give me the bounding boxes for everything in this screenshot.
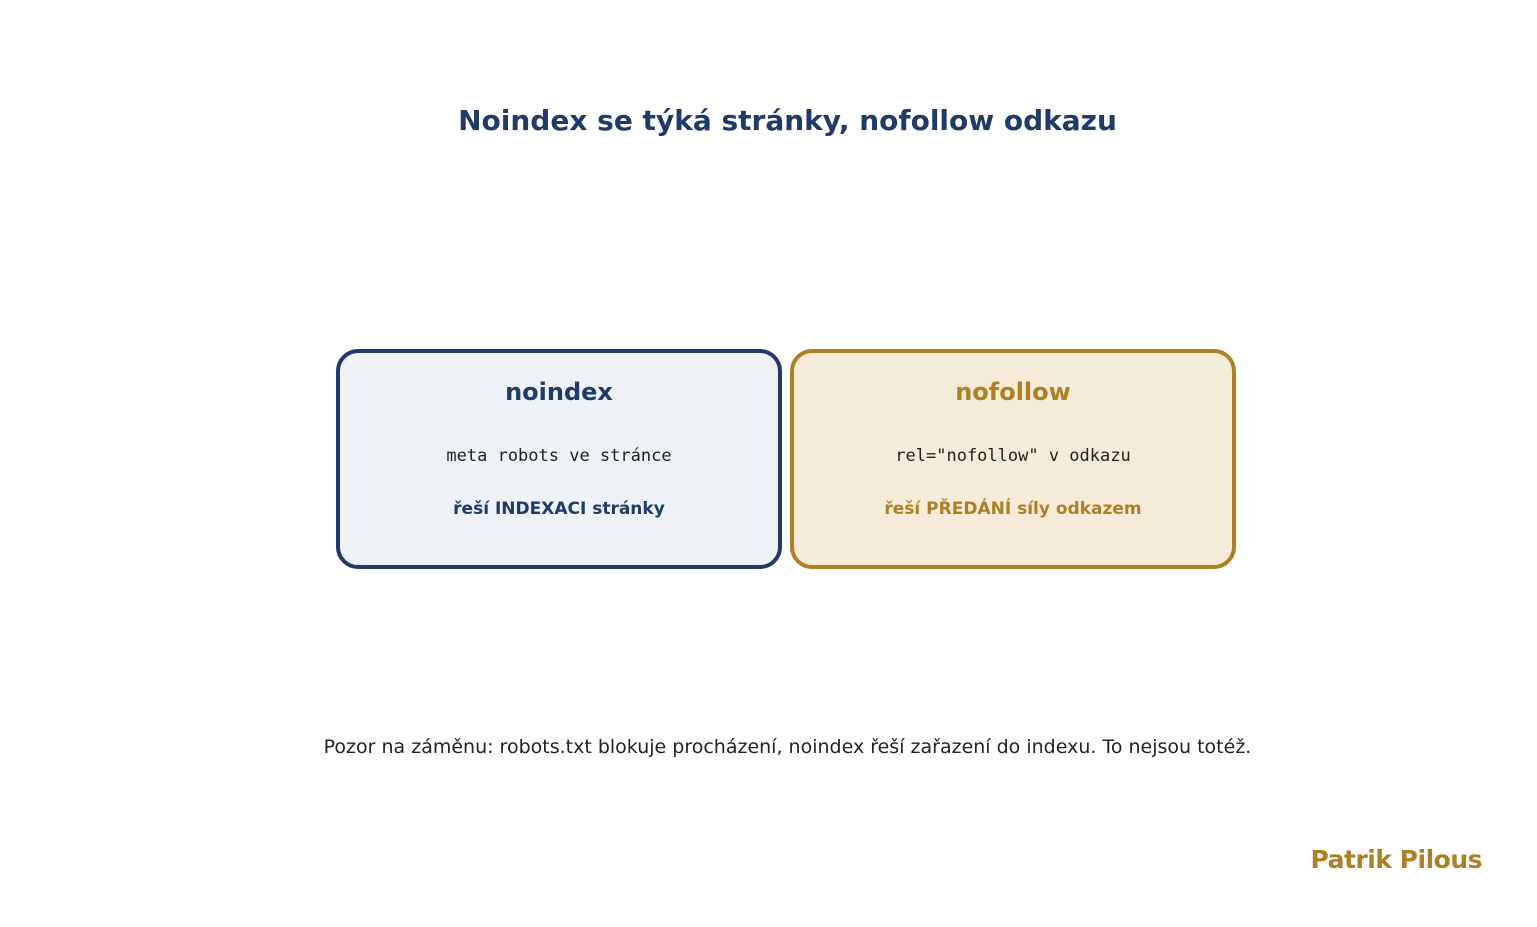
nofollow-card-heading: nofollow — [955, 378, 1071, 406]
noindex-card-description: řeší INDEXACI stránky — [453, 499, 665, 519]
diagram-title: Noindex se týká stránky, nofollow odkazu — [458, 104, 1117, 137]
brand-logo: Patrik Pilous — [1310, 845, 1482, 874]
warning-note: Pozor na záměnu: robots.txt blokuje procházení, noindex řeší zařazení do indexu. To nejsou totéž. — [323, 736, 1252, 758]
noindex-card-heading: noindex — [505, 378, 613, 406]
noindex-card-code: meta robots ve stránce — [446, 446, 672, 466]
nofollow-card-code: rel="nofollow" v odkazu — [895, 446, 1131, 466]
noindex-card — [336, 349, 782, 569]
nofollow-card-description: řeší PŘEDÁNÍ síly odkazem — [884, 499, 1142, 519]
nofollow-card — [790, 349, 1236, 569]
